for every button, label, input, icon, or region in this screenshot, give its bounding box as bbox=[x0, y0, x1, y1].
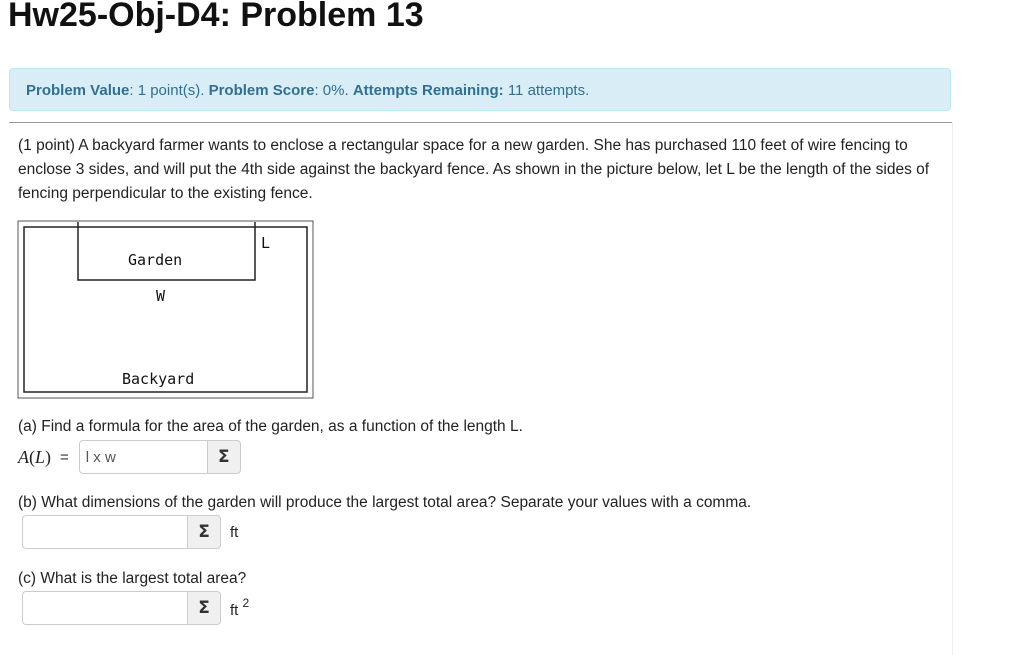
sigma-icon: Σ bbox=[198, 598, 210, 618]
part-c-unit-exponent: 2 bbox=[242, 595, 250, 610]
problem-value-label: Problem Value bbox=[26, 82, 130, 99]
sigma-icon: Σ bbox=[198, 522, 210, 542]
part-c-unit-base: ft bbox=[230, 601, 239, 619]
part-a-function-label: A(L) bbox=[18, 446, 52, 467]
problem-statement: (1 point) A backyard farmer wants to enclose a rectangular space for a new garden. She has purchased 110 feet of wire fencing to enclose 3 sides, and will put the 4th side against the backyard fence. As shown in the picture below, let L be the length of the sides of fencing perpendicular to the existing fence. bbox=[18, 137, 930, 202]
part-b-equation-editor-button[interactable] bbox=[187, 515, 221, 549]
problem-score-text: : 0%. bbox=[314, 82, 349, 99]
garden-label: Garden bbox=[128, 251, 183, 269]
equals-sign: = bbox=[60, 448, 69, 466]
sigma-icon: Σ bbox=[217, 447, 230, 467]
part-c-question: (c) What is the largest total area? bbox=[18, 570, 247, 587]
problem-value-text: : 1 point(s). bbox=[129, 82, 205, 99]
part-a-answer-row bbox=[18, 440, 241, 474]
width-label: W bbox=[156, 287, 166, 305]
divider bbox=[9, 122, 952, 123]
part-b-unit: ft bbox=[230, 523, 239, 541]
page-title: Hw25-Obj-D4: Problem 13 bbox=[8, 0, 424, 34]
function-variable: L bbox=[35, 446, 46, 467]
part-a-question: (a) Find a formula for the area of the garden, as a function of the length L. bbox=[18, 418, 523, 435]
backyard-label: Backyard bbox=[122, 370, 195, 388]
part-a-equation-editor-button[interactable] bbox=[207, 440, 241, 474]
function-name: A bbox=[18, 446, 29, 467]
problem-score-label: Problem Score bbox=[208, 82, 315, 99]
part-c-answer-row bbox=[22, 591, 249, 625]
part-c-equation-editor-button[interactable] bbox=[187, 591, 221, 625]
part-a-answer-input[interactable] bbox=[79, 440, 207, 474]
content-edge bbox=[952, 122, 953, 655]
part-c-answer-input[interactable] bbox=[22, 591, 187, 625]
part-b-answer-row bbox=[22, 515, 238, 549]
attempts-remaining-text: 11 attempts. bbox=[507, 82, 590, 99]
attempts-remaining-label: Attempts Remaining: bbox=[352, 82, 504, 99]
part-b-question: (b) What dimensions of the garden will produce the largest total area? Separate your values with a comma. bbox=[18, 494, 752, 511]
garden-diagram bbox=[17, 220, 315, 399]
part-b-answer-input[interactable] bbox=[22, 515, 187, 549]
part-c-unit bbox=[230, 595, 250, 619]
problem-info-box bbox=[9, 68, 951, 111]
length-label: L bbox=[261, 234, 271, 252]
